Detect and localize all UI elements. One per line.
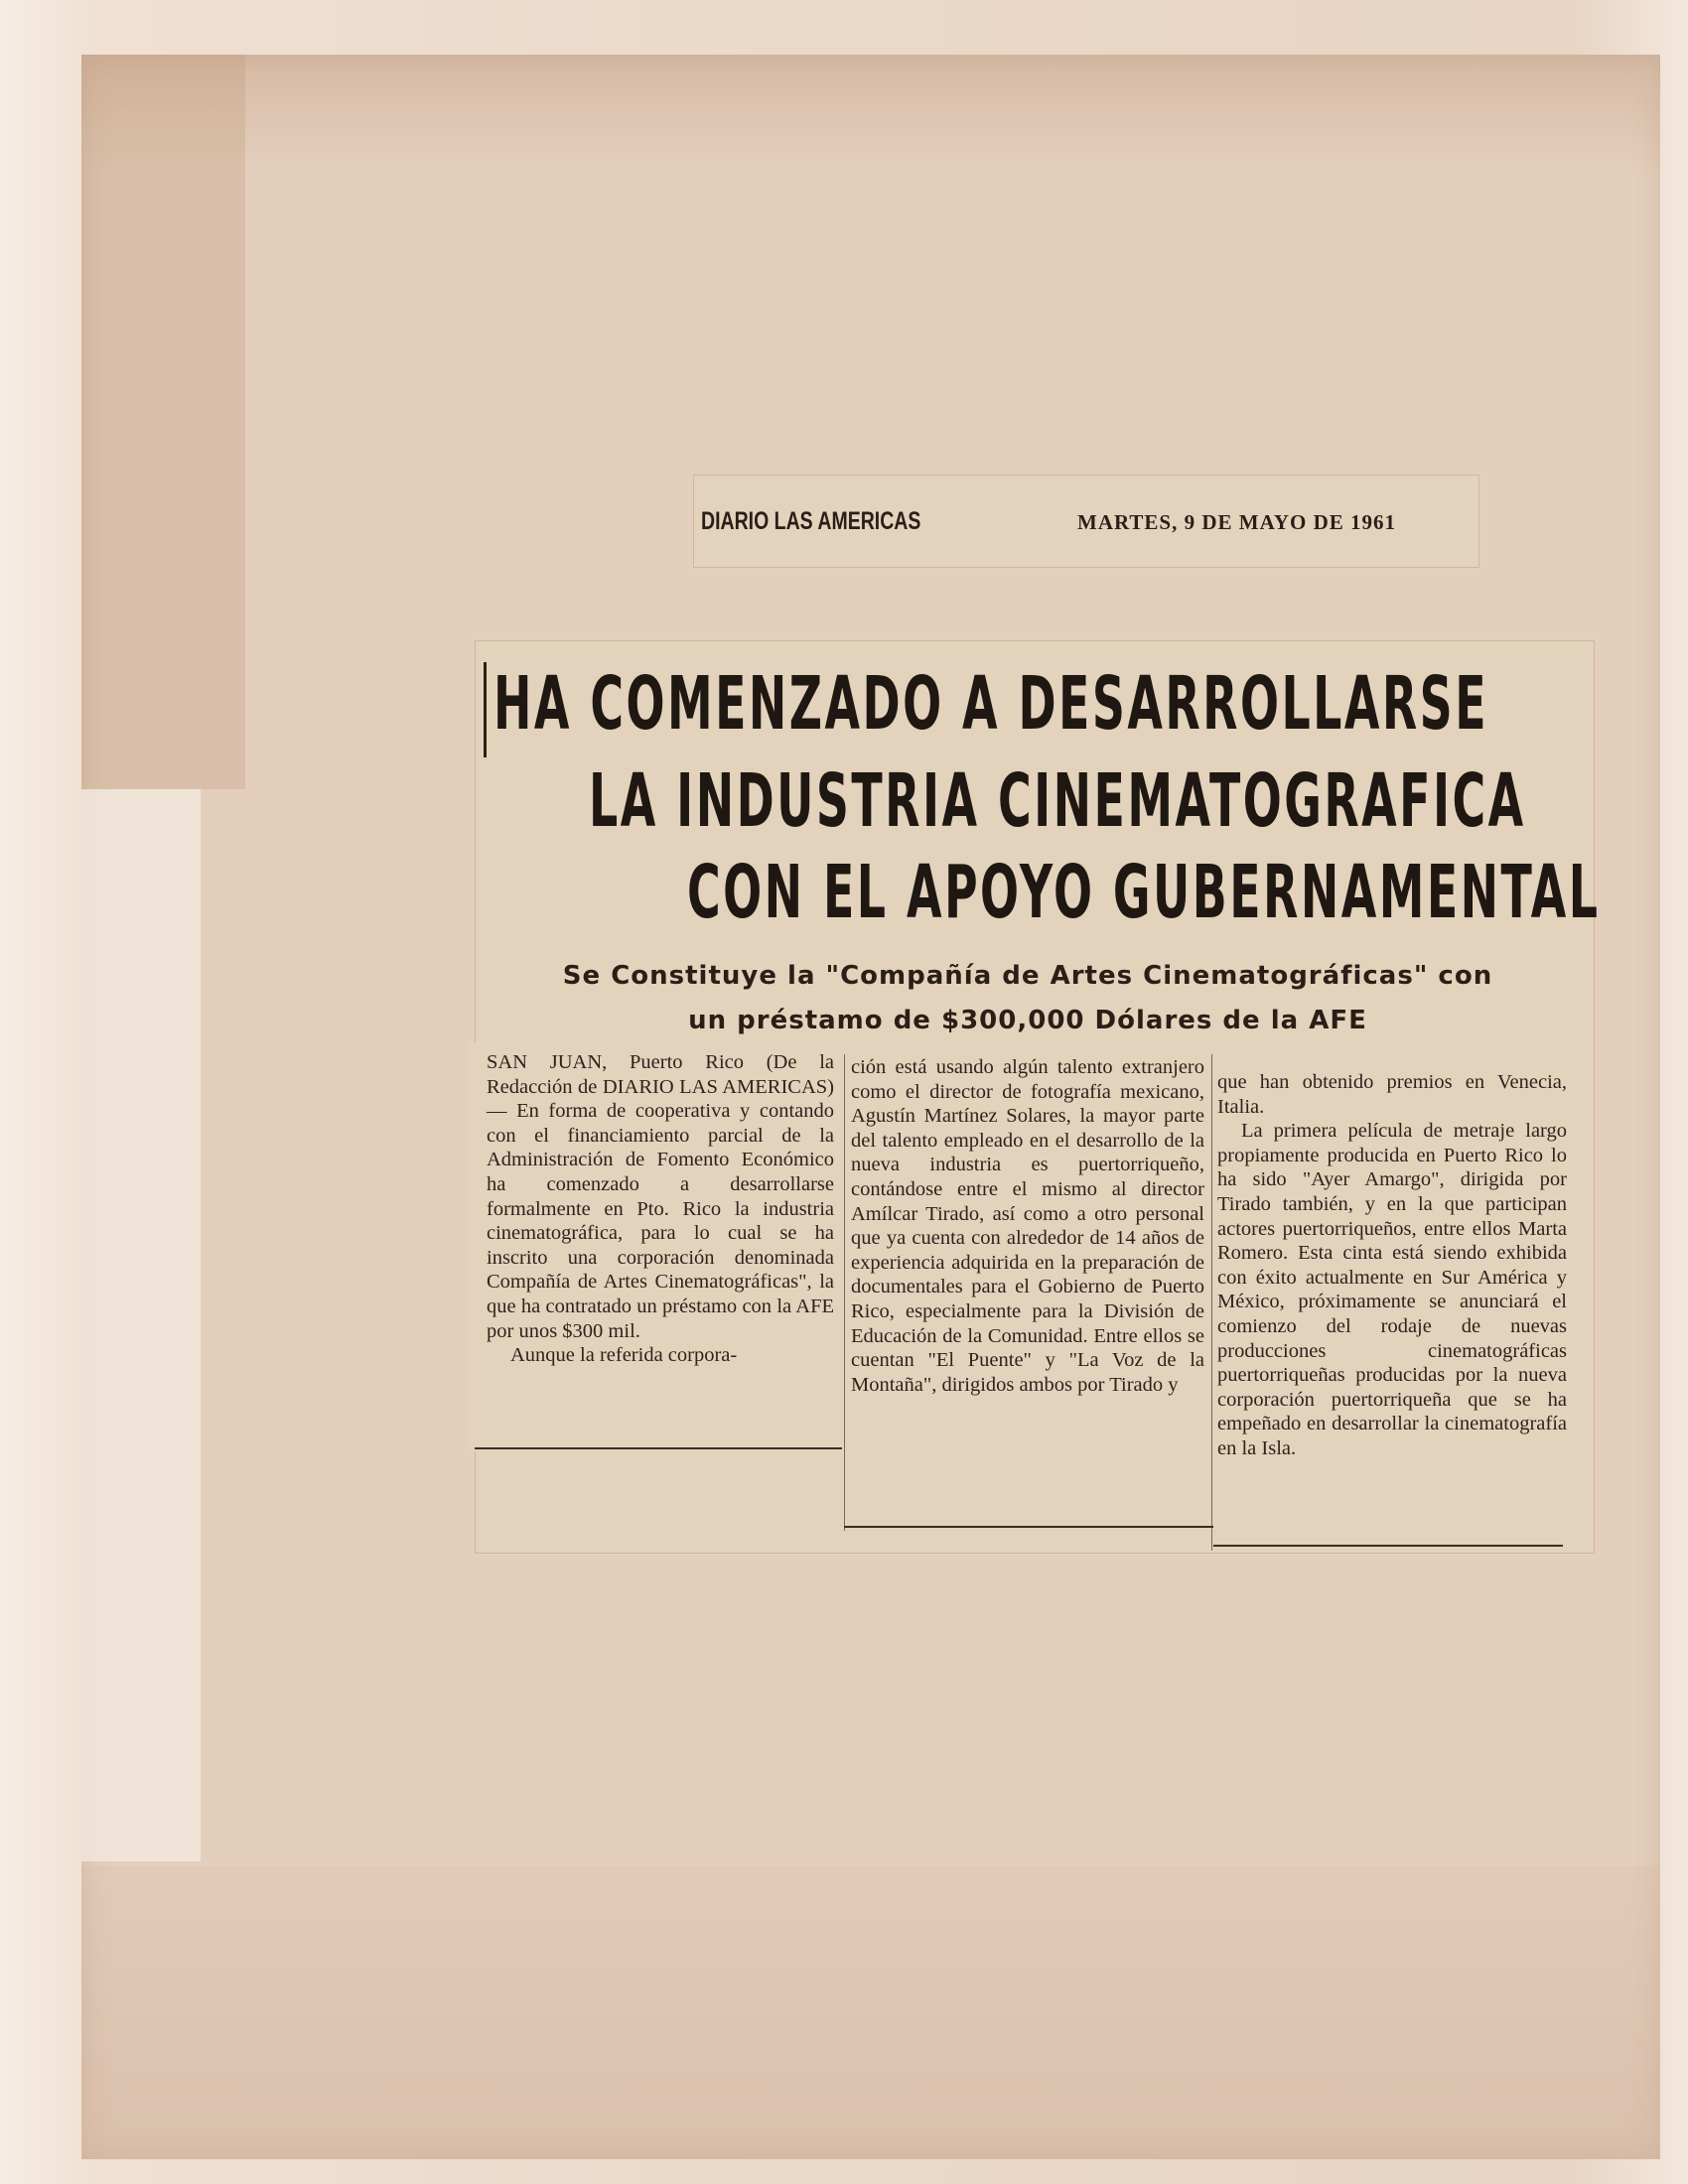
- column-end-rule-2: [844, 1526, 1213, 1528]
- sheet-top-shadow: [81, 55, 1660, 174]
- newspaper-name: DIARIO LAS AMERICAS: [701, 507, 921, 535]
- column-end-rule-3: [1213, 1545, 1563, 1547]
- column-end-rule-1: [475, 1447, 842, 1449]
- sheet-left-stain: [81, 55, 245, 789]
- sheet-left-pale-area: [81, 789, 201, 1861]
- headline-side-rule: [484, 662, 487, 757]
- article-column-1: [487, 1050, 834, 1368]
- headline-line-2: LA INDUSTRIA CINEMATOGRAFICA: [589, 758, 1526, 844]
- sheet-bottom-stain: [81, 1866, 1660, 2159]
- headline-line-1: HA COMENZADO A DESARROLLARSE: [493, 661, 1489, 747]
- column-divider-2: [1211, 1054, 1212, 1551]
- article-column-2: [851, 1055, 1204, 1397]
- paragraph: que han obtenido premios en Venecia, Italia.: [1217, 1071, 1567, 1118]
- paragraph: Aunque la referida corpora-: [510, 1344, 738, 1367]
- column-divider-1: [844, 1054, 845, 1531]
- issue-date: MARTES, 9 DE MAYO DE 1961: [1077, 510, 1397, 534]
- paragraph: SAN JUAN, Puerto Rico (De la Redacción de DIARIO LAS AMERICAS)— En forma de cooperativa y contando con el financiamiento parcial de la Administración de Fomento Económico ha comenzado a desarrollarse formalmente en Pto. Rico la industria cinematográfica, para lo cual se ha inscrito una corporación denominada Compañía de Artes Cinematográficas", la que ha contratado un préstamo con la AFE por unos $300 mil.: [487, 1051, 834, 1342]
- headline-line-3: CON EL APOYO GUBERNAMENTAL: [687, 850, 1601, 935]
- subheadline-line-2: un préstamo de $300,000 Dólares de la AFE: [688, 1006, 1367, 1035]
- paragraph: ción está usando algún talento extranjero como el director de fotografía mexicano, Agustín Martínez Solares, la mayor parte del talento empleado en el desarrollo de la nueva industria es puertorriqueño, contándose entre el mismo al director Amílcar Tirado, así como a otro personal que ya cuenta con alrededor de 14 años de experiencia adquirida en la preparación de documentales para el Gobierno de Puerto Rico, especialmente para la División de Educación de la Comunidad. Entre ellos se cuentan "El Puente" y "La Voz de la Montaña", dirigidos ambos por Tirado y: [851, 1056, 1204, 1396]
- article-column-3: [1217, 1070, 1567, 1461]
- subheadline-line-1: Se Constituye la "Compañía de Artes Cinematográficas" con: [562, 961, 1493, 991]
- paragraph: La primera película de metraje largo propiamente producida en Puerto Rico lo ha sido "Ayer Amargo", dirigida por Tirado también, y en la que participan actores puertorriqueños, entre ellos Marta Romero. Esta cinta está siendo exhibida con éxito actualmente en Sur América y México, próximamente se anunciará el comienzo del rodaje de nuevas producciones cinematográficas puertorriqueñas producidas por la nueva corporación puertorriqueña que se ha empeñado en desarrollar la cinematografía en la Isla.: [1217, 1120, 1567, 1459]
